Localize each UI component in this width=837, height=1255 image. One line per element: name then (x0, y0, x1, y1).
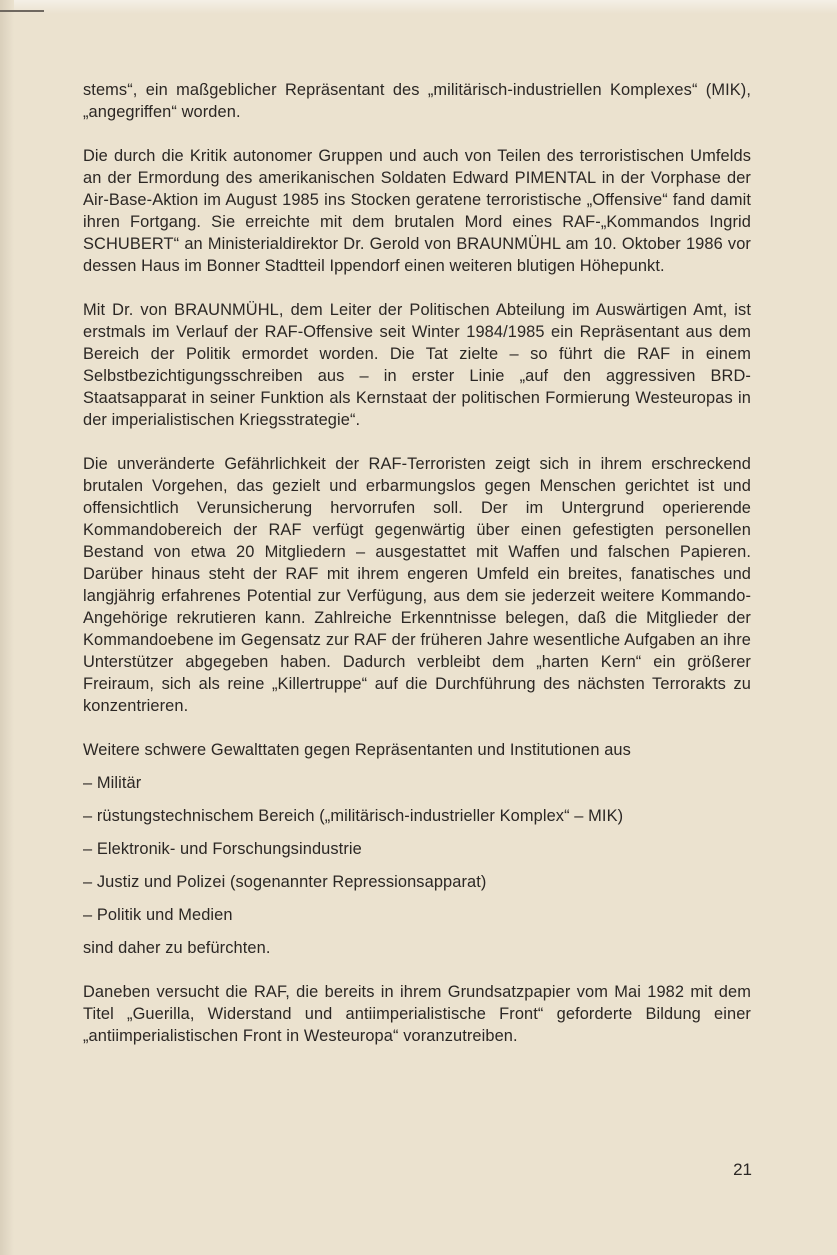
list-item-politik: – Politik und Medien (83, 906, 233, 924)
page-number: 21 (733, 1160, 752, 1179)
final-paragraph: Daneben versucht die RAF, die bereits in ihrem Grundsatzpapier vom Mai 1982 mit dem Titel „Guerilla, Widerstand und antiimperialistische Front“ geforderte Bildung einer „antiimperialistischen Front in Westeuropa“ voranzutreiben. (83, 983, 751, 1045)
list-end: sind daher zu befürchten. (83, 939, 271, 957)
list-item-justiz: – Justiz und Polizei (sogenannter Repressionsapparat) (83, 873, 487, 891)
list-item-militaer: – Militär (83, 774, 142, 792)
paragraph-3: Mit Dr. von BRAUNMÜHL, dem Leiter der Politischen Abteilung im Auswärtigen Amt, ist erstmals im Verlauf der RAF-Offensive seit Winter 1984/1985 ein Repräsentant aus dem Bereich der Politik ermordet worden. Die Tat zielte – so führt die RAF in einem Selbstbezichtigungsschreiben aus – in erster Linie „auf den aggressiven BRD-Staatsapparat in seiner Funktion als Kernstaat der politischen Formierung Westeuropas in der imperialistischen Kriegsstrategie“. (83, 301, 751, 429)
page-left-edge (0, 0, 14, 1255)
list-item-elektronik: – Elektronik- und Forschungsindustrie (83, 840, 362, 858)
paragraph-1: stems“, ein maßgeblicher Repräsentant des „militärisch-industriellen Komplexes“ (MIK), „angegriffen“ worden. (83, 81, 751, 121)
list-intro: Weitere schwere Gewalttaten gegen Repräsentanten und Institutionen aus (83, 741, 631, 759)
list-item-ruestung: – rüstungstechnischem Bereich („militärisch-industrieller Komplex“ – MIK) (83, 807, 624, 825)
paragraph-2: Die durch die Kritik autonomer Gruppen und auch von Teilen des terroristischen Umfelds an der Ermordung des amerikanischen Soldaten Edward PIMENTAL in der Vorphase der Air-Base-Aktion im August 1985 ins Stocken geratene terroristische „Offensive“ fand damit ihren Fortgang. Sie erreichte mit dem brutalen Mord eines RAF-„Kommandos Ingrid SCHUBERT“ an Ministerialdirektor Dr. Gerold von BRAUNMÜHL am 10. Oktober 1986 vor dessen Haus im Bonner Stadtteil Ippendorf einen weiteren blutigen Höhepunkt. (83, 147, 751, 275)
top-rule (0, 10, 44, 12)
page-top-edge (0, 0, 837, 14)
page-body (83, 79, 751, 1069)
paragraph-4: Die unveränderte Gefährlichkeit der RAF-Terroristen zeigt sich in ihrem erschreckend brutalen Vorgehen, das gezielt und erbarmungslos gegen Menschen gerichtet ist und offensichtlich Verunsicherung hervorrufen soll. Der im Untergrund operierende Kommandobereich der RAF verfügt gegenwärtig über einen gefestigten personellen Bestand von etwa 20 Mitgliedern – ausgestattet mit Waffen und falschen Papieren. Darüber hinaus steht der RAF mit ihrem engeren Umfeld ein breites, fanatisches und langjährig erfahrenes Potential zur Verfügung, aus dem sie jederzeit weitere Kommando-Angehörige rekrutieren kann. Zahlreiche Erkenntnisse belegen, daß die Mitglieder der Kommandoebene im Gegensatz zur RAF der früheren Jahre wesentliche Aufgaben an ihre Unterstützer abgegeben haben. Dadurch verbleibt dem „harten Kern“ ein größerer Freiraum, sich als reine „Killertruppe“ auf die Durchführung des nächsten Terrorakts zu konzentrieren. (83, 455, 751, 715)
